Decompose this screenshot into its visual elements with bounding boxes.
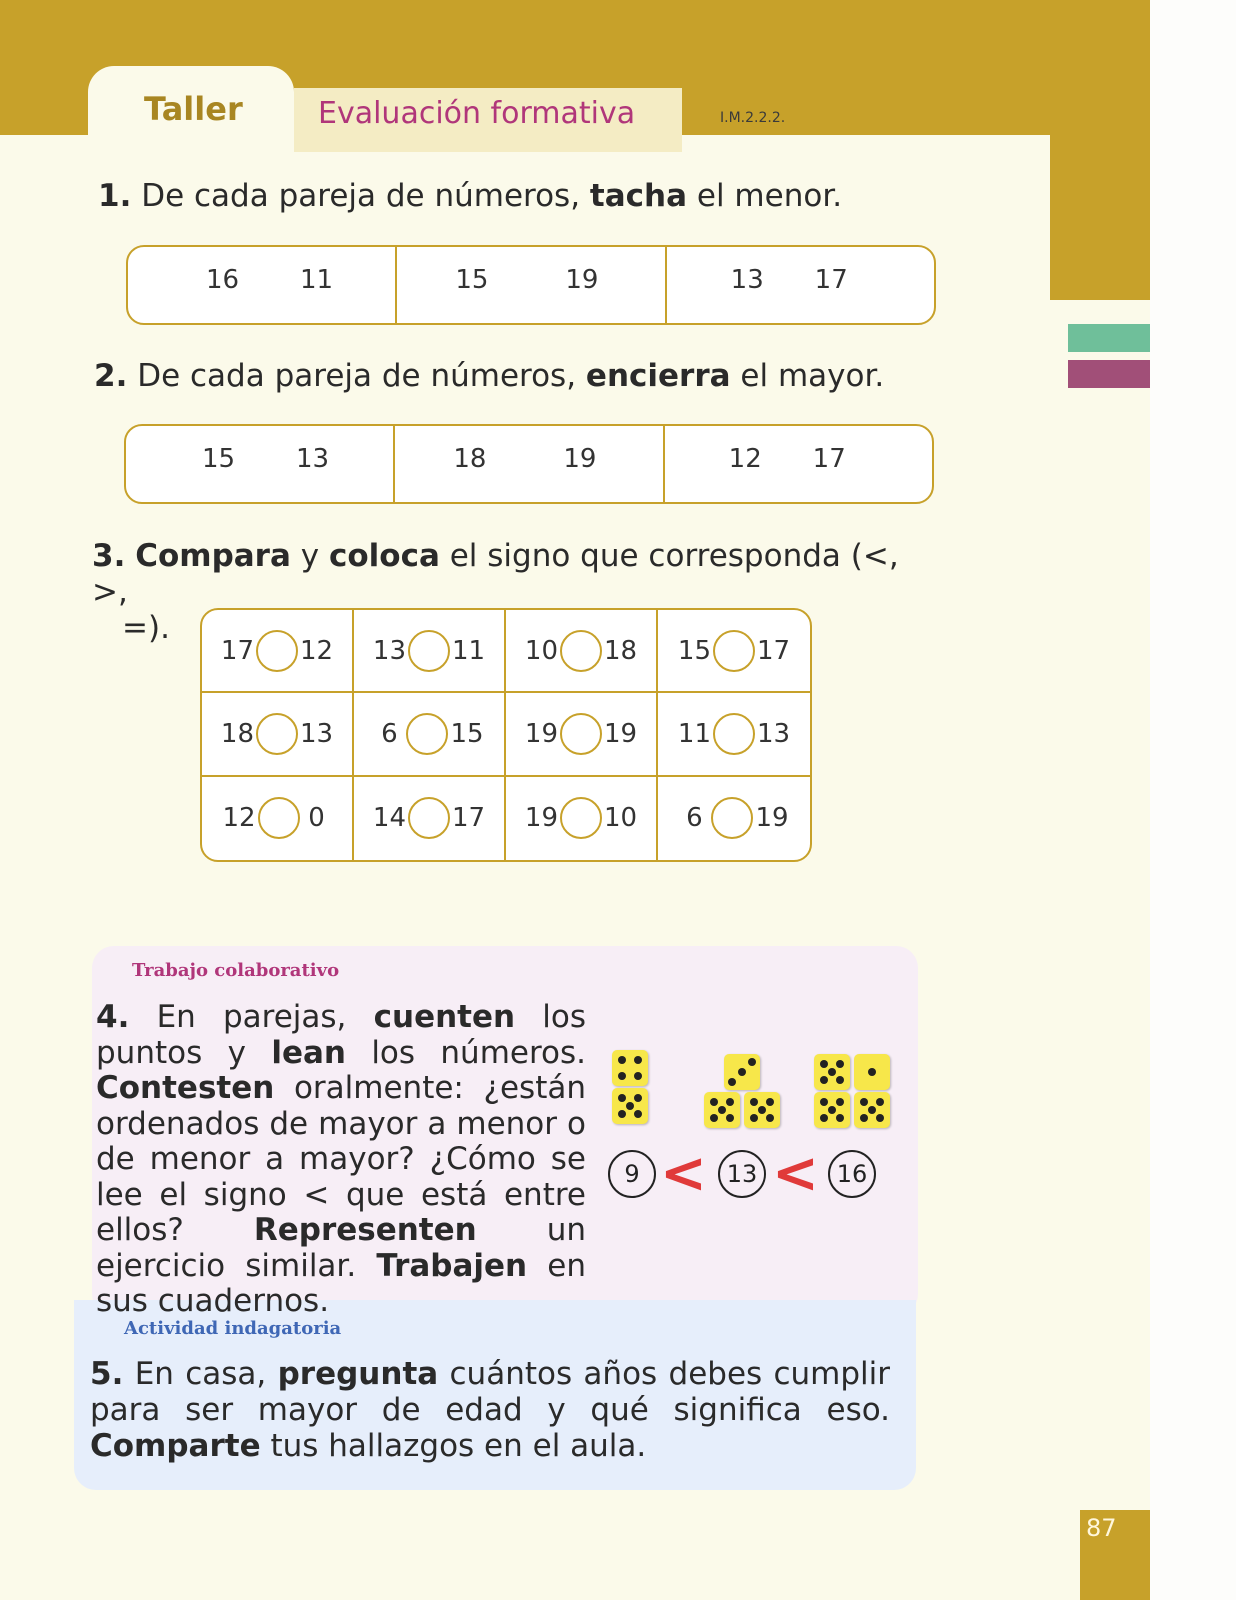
sign-circle[interactable]	[560, 630, 602, 672]
left-number: 18	[220, 718, 254, 749]
q4-text-4: oralmente: ¿están ordenados de mayor a menor o de menor a mayor? ¿Cómo se lee el signo < que está entre ellos?	[96, 1070, 586, 1248]
left-number: 15	[677, 635, 711, 666]
q5-text-1: En casa,	[134, 1356, 267, 1392]
q2-number-a[interactable]: 12	[728, 444, 762, 474]
q2-pairs-box	[124, 424, 934, 504]
sign-circle[interactable]	[560, 797, 602, 839]
comparison-cell	[354, 693, 506, 776]
q1-text-post: el menor.	[696, 178, 843, 214]
comparison-cell	[658, 610, 810, 693]
q2-number-b[interactable]: 17	[812, 444, 846, 474]
q4-verb-2: lean	[271, 1034, 346, 1071]
q2-text-pre: De cada pareja de números,	[137, 358, 577, 394]
q1-verb: tacha	[589, 178, 688, 214]
q4-number: 4.	[96, 999, 130, 1035]
q1-pair	[665, 247, 934, 323]
q5-text-2: cuántos años debes cumplir para ser mayor de edad y qué significa eso.	[90, 1356, 891, 1428]
right-number: 13	[300, 718, 334, 749]
question-5	[90, 1356, 890, 1464]
die-five	[612, 1088, 648, 1124]
comparison-cell	[506, 610, 658, 693]
sign-circle[interactable]	[560, 713, 602, 755]
q1-number-a[interactable]: 16	[206, 265, 240, 295]
comparison-cell	[354, 610, 506, 693]
die-four	[612, 1050, 648, 1086]
right-number: 17	[452, 803, 486, 834]
die-five	[814, 1092, 850, 1128]
q4-verb-5: Trabajen	[376, 1247, 528, 1284]
q4-verb-4: Representen	[253, 1212, 477, 1248]
q4-text-1: En parejas,	[156, 999, 347, 1035]
die-one	[854, 1054, 890, 1090]
q1-number-a[interactable]: 13	[730, 265, 764, 295]
q3-number: 3.	[92, 538, 126, 574]
sign-circle[interactable]	[711, 797, 753, 839]
q3-text-1: y	[300, 538, 320, 574]
tab-taller	[88, 66, 294, 166]
left-number: 19	[524, 803, 558, 834]
right-number: 0	[308, 803, 325, 834]
green-side-tab	[1068, 324, 1150, 352]
right-number: 15	[450, 718, 484, 749]
q5-verb-2: Comparte	[90, 1428, 261, 1464]
left-number: 13	[372, 635, 406, 666]
sign-circle[interactable]	[406, 713, 448, 755]
sign-circle[interactable]	[256, 630, 298, 672]
question-1	[98, 178, 842, 214]
left-number: 6	[381, 718, 398, 749]
inquiry-label: Actividad indagatoria	[124, 1318, 342, 1339]
sign-circle[interactable]	[256, 713, 298, 755]
comparison-cell	[506, 693, 658, 776]
q3-verb-1: Compara	[135, 538, 291, 574]
right-number: 19	[604, 718, 638, 749]
q3-verb-2: coloca	[328, 538, 440, 574]
left-number: 11	[677, 718, 711, 749]
q3-text-2: el signo que corresponda (<, >,	[92, 538, 899, 610]
die-five	[744, 1092, 780, 1128]
q2-number-b[interactable]: 13	[296, 444, 330, 474]
q1-number-b[interactable]: 17	[814, 265, 848, 295]
q1-number-a[interactable]: 15	[455, 265, 489, 295]
comparison-cell	[354, 777, 506, 860]
q4-text-2: los puntos y	[96, 999, 587, 1071]
comparison-cell	[658, 777, 810, 860]
q1-text-pre: De cada pareja de números,	[141, 178, 581, 214]
left-number: 14	[372, 803, 406, 834]
tab-evaluacion	[294, 88, 682, 152]
tab-taller-label: Taller	[144, 90, 243, 128]
q4-verb-3: Contesten	[96, 1070, 275, 1106]
die-three	[724, 1054, 760, 1090]
q2-verb: encierra	[585, 358, 731, 394]
number-circle-16: 16	[828, 1150, 876, 1198]
comparison-cell	[202, 610, 354, 693]
less-than-sign: <	[660, 1141, 707, 1206]
right-number: 17	[757, 635, 791, 666]
q2-number: 2.	[94, 358, 128, 394]
number-circle-13: 13	[718, 1150, 766, 1198]
collaborative-label: Trabajo colaborativo	[132, 960, 340, 981]
q4-verb-1: cuenten	[373, 999, 516, 1035]
right-number: 12	[300, 635, 334, 666]
q1-pair	[128, 247, 395, 323]
sign-circle[interactable]	[408, 797, 450, 839]
number-circle-9: 9	[608, 1150, 656, 1198]
comparison-grid	[200, 608, 812, 862]
q5-number: 5.	[90, 1356, 124, 1392]
left-number: 10	[524, 635, 558, 666]
right-number: 13	[757, 718, 791, 749]
comparison-cell	[506, 777, 658, 860]
right-number: 10	[604, 803, 638, 834]
q4-text-3: los números.	[371, 1034, 586, 1071]
sign-circle[interactable]	[408, 630, 450, 672]
q2-number-a[interactable]: 15	[202, 444, 236, 474]
sign-circle[interactable]	[713, 713, 755, 755]
right-band	[1050, 0, 1150, 300]
q1-pair	[395, 247, 664, 323]
question-4	[96, 1000, 586, 1320]
comparison-cell	[202, 777, 354, 860]
question-2	[94, 358, 884, 394]
q4-text-6: en sus cuadernos.	[96, 1247, 586, 1319]
sign-circle[interactable]	[258, 797, 300, 839]
left-number: 12	[222, 803, 256, 834]
left-number: 17	[220, 635, 254, 666]
q5-text-3: tus hallazgos en el aula.	[270, 1428, 647, 1464]
skill-code: I.M.2.2.2.	[720, 110, 786, 126]
right-number: 18	[604, 635, 638, 666]
q2-pair	[663, 426, 932, 502]
page-margin	[1150, 0, 1236, 1600]
q5-verb-1: pregunta	[277, 1356, 439, 1392]
q2-pair	[393, 426, 662, 502]
purple-side-tab	[1068, 360, 1150, 388]
q2-pair	[126, 426, 393, 502]
q1-number: 1.	[98, 178, 132, 214]
q1-number-b[interactable]: 19	[565, 265, 599, 295]
q1-number-b[interactable]: 11	[300, 265, 334, 295]
comparison-cell	[658, 693, 810, 776]
q1-pairs-box	[126, 245, 936, 325]
tab-evaluacion-label: Evaluación formativa	[318, 96, 636, 131]
sign-circle[interactable]	[713, 630, 755, 672]
die-five	[704, 1092, 740, 1128]
right-number: 11	[452, 635, 486, 666]
die-five	[814, 1054, 850, 1090]
left-number: 19	[524, 718, 558, 749]
left-number: 6	[686, 803, 703, 834]
comparison-cell	[202, 693, 354, 776]
less-than-sign: <	[772, 1141, 819, 1206]
q2-number-a[interactable]: 18	[453, 444, 487, 474]
q2-text-post: el mayor.	[740, 358, 885, 394]
die-five	[854, 1092, 890, 1128]
q2-number-b[interactable]: 19	[563, 444, 597, 474]
page-number: 87	[1086, 1514, 1117, 1542]
q4-text-5: un ejercicio similar.	[96, 1212, 586, 1284]
right-number: 19	[755, 803, 789, 834]
q3-text-3: =).	[122, 610, 170, 646]
